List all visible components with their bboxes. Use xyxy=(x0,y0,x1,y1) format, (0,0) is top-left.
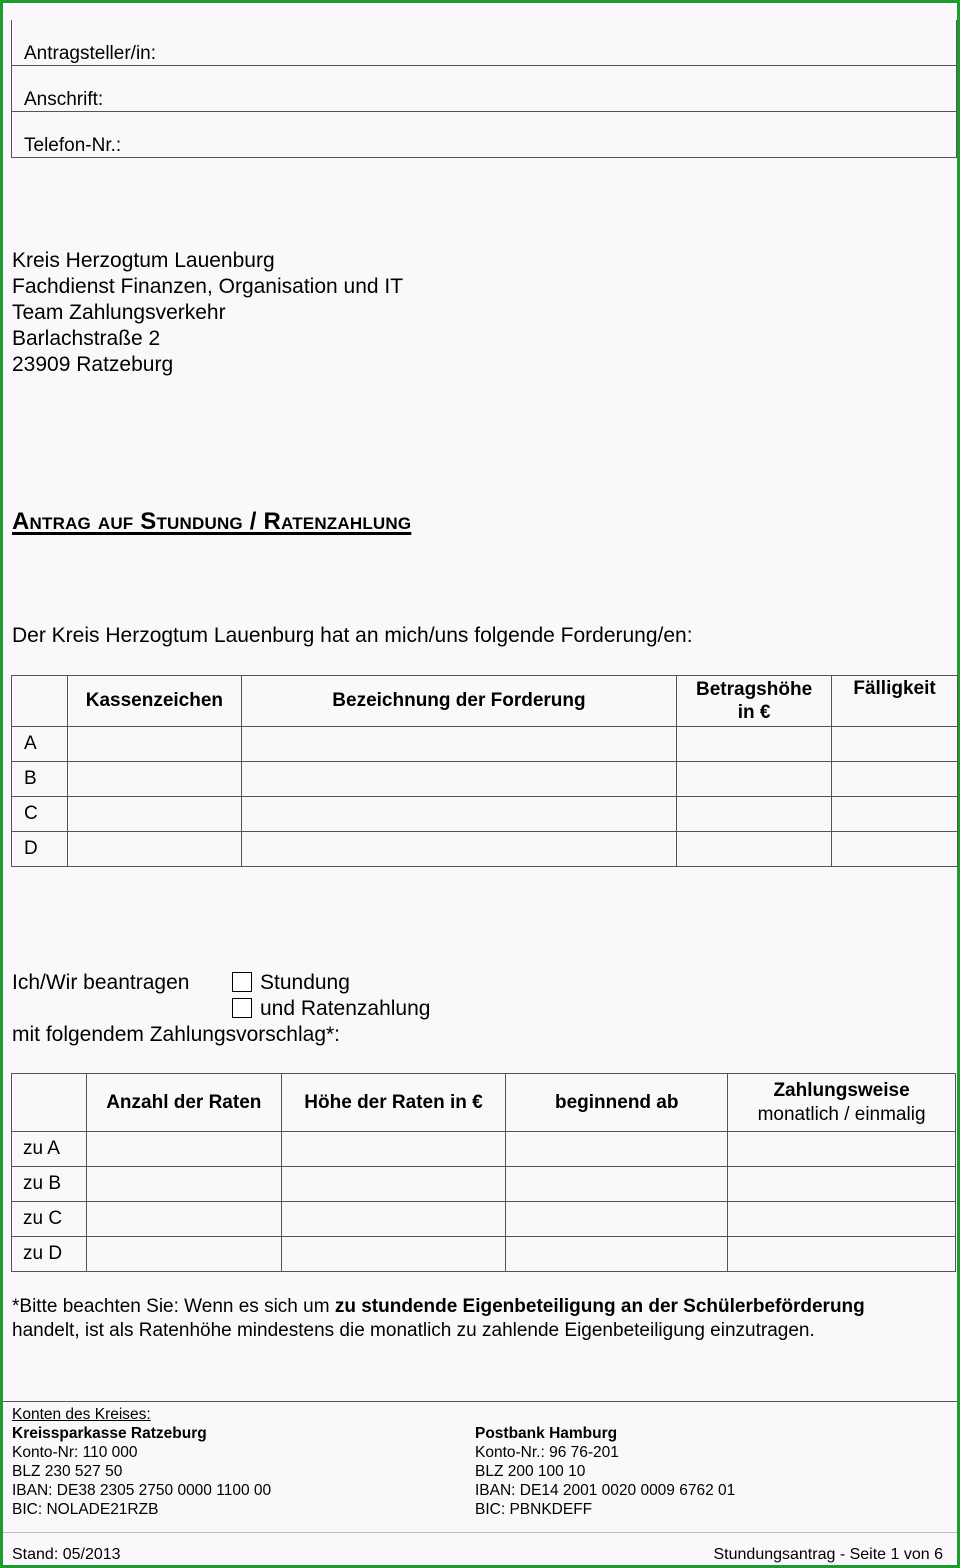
note-part2: handelt, ist als Ratenhöhe mindestens die monatlich zu zahlende Eigenbeteiligung einzutragen. xyxy=(12,1320,815,1341)
request-prefix: Ich/Wir beantragen xyxy=(12,971,190,994)
row-label: B xyxy=(12,762,68,797)
checkbox-stundung[interactable] xyxy=(232,972,252,992)
bank2-name: Postbank Hamburg xyxy=(475,1425,618,1442)
note-text xyxy=(12,1295,865,1343)
input-cell[interactable] xyxy=(67,727,241,762)
document-title: Antrag auf Stundung / Ratenzahlung xyxy=(12,508,412,535)
address-field[interactable] xyxy=(12,66,957,112)
input-cell[interactable] xyxy=(67,797,241,832)
input-cell[interactable] xyxy=(281,1132,506,1167)
applicant-header-table xyxy=(11,20,957,158)
table-row xyxy=(12,1167,956,1202)
input-cell[interactable] xyxy=(86,1237,281,1272)
input-cell[interactable] xyxy=(67,832,241,867)
claims-header-row xyxy=(12,676,958,727)
input-cell[interactable] xyxy=(832,727,958,762)
row-label: D xyxy=(12,832,68,867)
input-cell[interactable] xyxy=(241,727,676,762)
table-row xyxy=(12,797,958,832)
payment-header-zahlungsweise xyxy=(728,1074,956,1132)
payment-header-hoehe: Höhe der Raten in € xyxy=(281,1074,506,1132)
input-cell[interactable] xyxy=(728,1132,956,1167)
request-suffix: mit folgendem Zahlungsvorschlag*: xyxy=(12,1023,341,1046)
row-label: zu C xyxy=(12,1202,87,1237)
note-bold: zu stundende Eigenbeteiligung an der Schülerbeförderung xyxy=(334,1296,865,1317)
input-cell[interactable] xyxy=(67,762,241,797)
accounts-title: Konten des Kreises: xyxy=(12,1406,151,1423)
input-cell[interactable] xyxy=(281,1202,506,1237)
recipient-line: Kreis Herzogtum Lauenburg xyxy=(12,249,275,272)
intro-text: Der Kreis Herzogtum Lauenburg hat an mich/uns folgende Forderung/en: xyxy=(12,624,693,647)
input-cell[interactable] xyxy=(728,1167,956,1202)
bank2-blz: BLZ 200 100 10 xyxy=(475,1463,586,1480)
payment-header-zahlungsweise-sub: monatlich / einmalig xyxy=(757,1103,926,1125)
row-label: C xyxy=(12,797,68,832)
recipient-address xyxy=(12,248,403,378)
payment-header-empty xyxy=(12,1074,87,1132)
recipient-line: Barlachstraße 2 xyxy=(12,327,161,350)
applicant-label: Antragsteller/in: xyxy=(24,43,157,64)
input-cell[interactable] xyxy=(506,1237,728,1272)
claims-table xyxy=(11,675,958,867)
phone-label: Telefon-Nr.: xyxy=(24,135,122,156)
input-cell[interactable] xyxy=(728,1237,956,1272)
input-cell[interactable] xyxy=(506,1132,728,1167)
payment-table xyxy=(11,1073,956,1272)
input-cell[interactable] xyxy=(677,762,832,797)
request-row xyxy=(12,996,431,1022)
bank1-iban: IBAN: DE38 2305 2750 0000 1100 00 xyxy=(12,1482,272,1499)
footer-divider xyxy=(3,1401,957,1402)
bank1-bic: BIC: NOLADE21RZB xyxy=(12,1501,159,1518)
input-cell[interactable] xyxy=(677,797,832,832)
option-ratenzahlung[interactable] xyxy=(232,996,430,1022)
row-label: zu A xyxy=(12,1132,87,1167)
input-cell[interactable] xyxy=(241,762,676,797)
input-cell[interactable] xyxy=(506,1167,728,1202)
table-row xyxy=(12,727,958,762)
input-cell[interactable] xyxy=(86,1202,281,1237)
claims-header-bezeichnung: Bezeichnung der Forderung xyxy=(241,676,676,727)
checkbox-ratenzahlung[interactable] xyxy=(232,998,252,1018)
input-cell[interactable] xyxy=(832,797,958,832)
phone-field[interactable] xyxy=(12,112,957,158)
note-part1: *Bitte beachten Sie: Wenn es sich um xyxy=(12,1296,335,1317)
claims-header-faelligkeit: Fälligkeit xyxy=(832,676,958,727)
option-stundung[interactable] xyxy=(232,970,350,996)
request-block xyxy=(12,970,431,1048)
table-row xyxy=(12,1237,956,1272)
row-label: A xyxy=(12,727,68,762)
stand-date: Stand: 05/2013 xyxy=(12,1546,121,1563)
recipient-line: 23909 Ratzeburg xyxy=(12,353,174,376)
claims-header-betrag xyxy=(677,676,832,727)
input-cell[interactable] xyxy=(281,1237,506,1272)
input-cell[interactable] xyxy=(86,1167,281,1202)
bank1-konto: Konto-Nr: 110 000 xyxy=(12,1444,138,1461)
input-cell[interactable] xyxy=(241,832,676,867)
claims-header-kassenzeichen: Kassenzeichen xyxy=(67,676,241,727)
input-cell[interactable] xyxy=(832,762,958,797)
recipient-line: Team Zahlungsverkehr xyxy=(12,301,226,324)
request-row xyxy=(12,970,350,996)
bank1-blz: BLZ 230 527 50 xyxy=(12,1463,123,1480)
payment-header-anzahl: Anzahl der Raten xyxy=(86,1074,281,1132)
bank1-name: Kreissparkasse Ratzeburg xyxy=(12,1425,207,1442)
input-cell[interactable] xyxy=(728,1202,956,1237)
bank2-iban: IBAN: DE14 2001 0020 0009 6762 01 xyxy=(475,1482,736,1499)
input-cell[interactable] xyxy=(677,832,832,867)
accounts-block-right xyxy=(475,1424,735,1519)
bank2-konto: Konto-Nr.: 96 76-201 xyxy=(475,1444,619,1461)
address-label: Anschrift: xyxy=(24,89,104,110)
input-cell[interactable] xyxy=(241,797,676,832)
claims-header-betrag-text: Betragshöhe in € xyxy=(696,679,813,723)
option-ratenzahlung-label: und Ratenzahlung xyxy=(260,997,431,1020)
payment-header-beginn: beginnend ab xyxy=(506,1074,728,1132)
bank2-bic: BIC: PBNKDEFF xyxy=(475,1501,593,1518)
payment-header-row xyxy=(12,1074,956,1132)
bottom-divider xyxy=(3,1532,957,1533)
accounts-block-left xyxy=(12,1405,271,1519)
input-cell[interactable] xyxy=(506,1202,728,1237)
claims-header-empty xyxy=(12,676,68,727)
table-row xyxy=(12,832,958,867)
payment-header-zahlungsweise-title: Zahlungsweise xyxy=(773,1079,910,1101)
table-row xyxy=(12,1202,956,1237)
table-row xyxy=(12,1132,956,1167)
input-cell[interactable] xyxy=(281,1167,506,1202)
input-cell[interactable] xyxy=(86,1132,281,1167)
recipient-line: Fachdienst Finanzen, Organisation und IT xyxy=(12,275,404,298)
input-cell[interactable] xyxy=(677,727,832,762)
row-label: zu D xyxy=(12,1237,87,1272)
option-stundung-label: Stundung xyxy=(260,971,350,994)
input-cell[interactable] xyxy=(832,832,958,867)
table-row xyxy=(12,762,958,797)
row-label: zu B xyxy=(12,1167,87,1202)
applicant-field[interactable] xyxy=(12,20,957,66)
page-number: Stundungsantrag - Seite 1 von 6 xyxy=(713,1546,943,1563)
